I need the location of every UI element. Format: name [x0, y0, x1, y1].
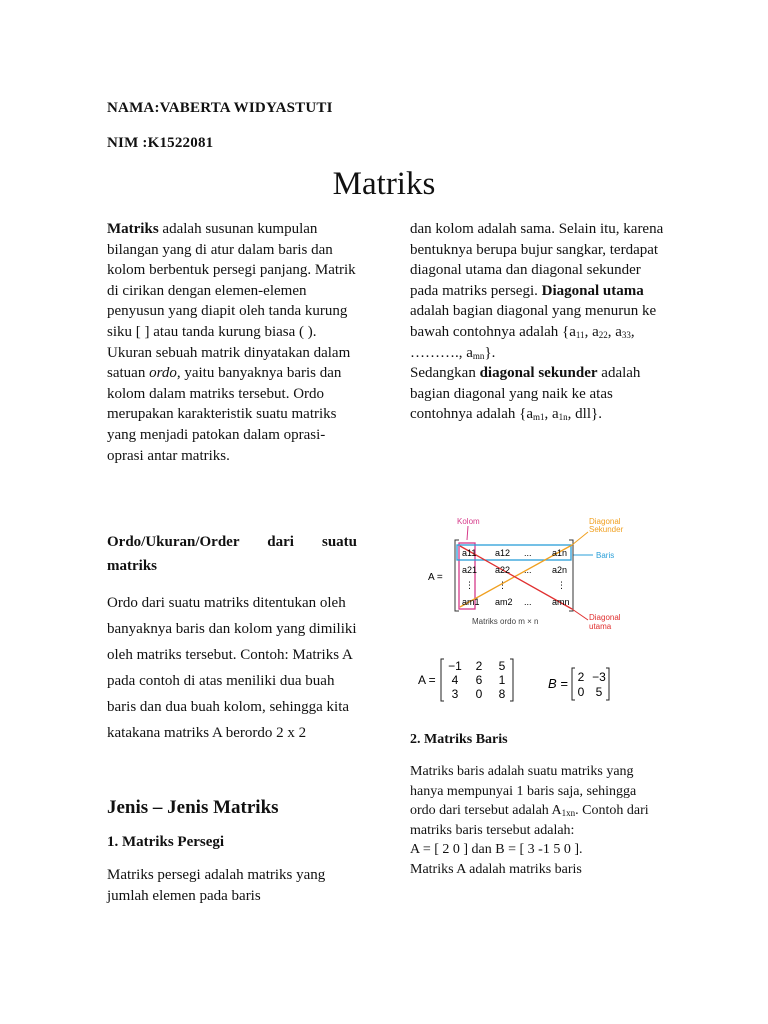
intro-italic: ordo — [149, 365, 177, 382]
sep-3: , ………., a — [410, 323, 635, 361]
a-cell: 1 — [498, 673, 506, 687]
ordo-heading: Ordo/Ukuran/Order dari suatu matriks — [107, 534, 357, 574]
sub-11: 11 — [575, 329, 585, 340]
persegi-paragraph: Matriks persegi adalah matriks yang jumlah elemen pada baris — [107, 867, 326, 904]
baris-paragraph — [410, 762, 660, 879]
cell: amn — [552, 597, 570, 607]
ordo-paragraph: Ordo dari suatu matriks ditentukan oleh banyaknya baris dan kolom yang dimiliki oleh matriks tersebut. Contoh: Matriks A pada contoh di atas meniliki dua buah baris dan dua buah kolom, sehingga kita katakana matriks A berordo 2 x 2 — [107, 595, 357, 741]
a-cell: 2 — [475, 659, 483, 673]
a-right-bracket — [510, 659, 513, 701]
b-right-bracket — [606, 668, 609, 700]
cell: a11 — [462, 548, 477, 558]
intro-text-1: adalah susunan kumpulan bilangan yang di atur dalam baris dan kolom berbentuk persegi panjang. Matrik di cirikan dengan elemen-elemen penyusun yang diapit oleh tanda kurung siku [ ] atau tanda kurung biasa ( ). Ukuran sebuah matrik dinyatakan dalam satuan — [107, 221, 356, 382]
end-1: }. — [484, 344, 496, 361]
cell: am2 — [495, 597, 513, 607]
b-cell: 2 — [577, 670, 585, 684]
sub-1n: 1n — [558, 412, 568, 423]
example-b-label: B = — [548, 676, 568, 691]
example-matrices — [418, 656, 618, 704]
sub-1xn: 1xn — [561, 808, 576, 818]
a-cell: 4 — [451, 673, 459, 687]
jenis-heading: Jenis – Jenis Matriks — [107, 797, 279, 818]
cell: ⋮ — [498, 580, 507, 590]
cell: ... — [524, 597, 532, 607]
sub-22: 22 — [598, 329, 608, 340]
matrix-diagram — [420, 512, 640, 642]
example-a-label: A = — [418, 673, 436, 687]
a-cell: 0 — [475, 687, 483, 701]
cell: ⋮ — [465, 580, 474, 590]
intro-paragraph — [107, 219, 359, 466]
cell: a1n — [552, 548, 568, 558]
sub-mn: mn — [472, 350, 485, 361]
diag-utama-bold: Diagonal utama — [541, 282, 644, 299]
sub-33: 33 — [621, 329, 631, 340]
baris-label: Baris — [596, 551, 615, 560]
cell: am1 — [462, 597, 480, 607]
student-nim: NIM :K1522081 — [107, 135, 214, 151]
a-cell: 3 — [451, 687, 459, 701]
cell: a2n — [552, 565, 568, 575]
cell: ⋮ — [557, 580, 566, 590]
student-name: NAMA:VABERTA WIDYASTUTI — [107, 100, 333, 116]
sep-1: , a — [584, 323, 599, 340]
b-cell: 5 — [595, 685, 603, 699]
baris-text-4: Matriks A adalah matriks baris — [410, 861, 582, 877]
utama-arrow — [572, 609, 588, 620]
sekunder-pre: Sedangkan — [410, 365, 480, 382]
sep-4: , a — [544, 406, 559, 423]
diag-text-2: adalah bagian diagonal yang menurun ke bawah contohnya adalah {a — [410, 303, 657, 340]
cell: ... — [524, 548, 532, 558]
intro-text-2: , yaitu banyaknya baris dan kolom dalam matriks tersebut. Ordo merupakan karakteristik suatu matriks yang menjadi patokan dalam oprasi-oprasi antar matriks. — [107, 365, 342, 464]
b-cell: 0 — [577, 685, 585, 699]
a-cell: 8 — [498, 687, 506, 701]
kolom-label: Kolom — [457, 517, 480, 526]
diag-sekunder-bold: diagonal sekunder — [479, 365, 598, 382]
cell: a21 — [462, 565, 478, 575]
utama-label-2: utama — [589, 622, 612, 631]
baris-heading: 2. Matriks Baris — [410, 732, 508, 747]
baris-text-1: Matriks baris adalah suatu matriks yang hanya mempunyai 1 baris saja, sehingga ordo dari tersebut adalah A — [410, 764, 637, 818]
diag-text-1: dan kolom adalah sama. Selain itu, karena bentuknya berupa bujur sangkar, terdapat diagonal utama dan diagonal sekunder pada matriks persegi. — [410, 221, 664, 299]
matrix-b-values — [578, 670, 607, 699]
a-left-bracket — [441, 659, 444, 701]
b-left-bracket — [572, 668, 575, 700]
a-cell: 5 — [498, 659, 506, 673]
cell: ... — [524, 565, 532, 575]
baris-text-2: . Contoh dari matriks baris tersebut adalah: — [410, 803, 649, 838]
a-cell: 6 — [475, 673, 483, 687]
sekunder-arrow — [572, 532, 588, 545]
diagonal-paragraph — [410, 219, 665, 425]
a-cell: −1 — [448, 659, 462, 673]
sekunder-text: adalah bagian diagonal yang naik ke atas contohnya adalah {a — [410, 365, 641, 423]
figure-caption: Matriks ordo m × n — [472, 617, 539, 626]
sekunder-label-2: Sekunder — [589, 525, 624, 534]
sep-2: , a — [607, 323, 622, 340]
cell: a22 — [495, 565, 511, 575]
baris-example: A = [ 2 0 ] dan B = [ 3 -1 5 0 ]. — [410, 842, 583, 857]
sub-m1: m1 — [532, 412, 545, 423]
matrix-a-values — [448, 659, 506, 701]
cell: a12 — [495, 548, 511, 558]
kolom-arrow — [467, 526, 468, 540]
page-title: Matriks — [332, 166, 436, 202]
utama-label-1: Diagonal — [589, 613, 621, 622]
sekunder-label-1: Diagonal — [589, 517, 621, 526]
persegi-heading: 1. Matriks Persegi — [107, 834, 225, 850]
b-cell: −3 — [592, 670, 606, 684]
figure-a-label: A = — [428, 572, 443, 583]
end-2: , dll}. — [567, 406, 602, 423]
intro-bold: Matriks — [107, 221, 159, 237]
